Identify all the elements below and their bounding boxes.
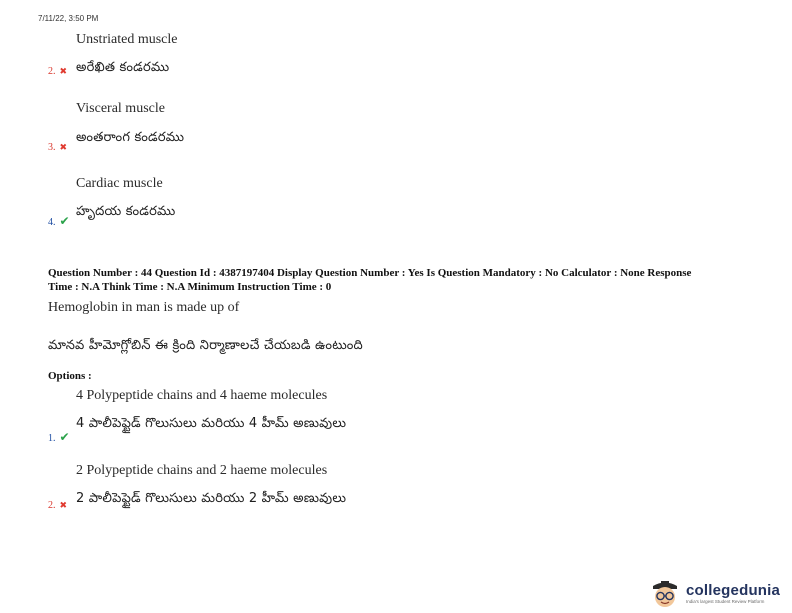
print-timestamp: 7/11/22, 3:50 PM (38, 14, 99, 23)
option-1-marker (48, 430, 70, 444)
collegedunia-logo (650, 580, 780, 608)
option-number: 1. (48, 433, 56, 444)
prev-option-2-telugu: అరేఖిత కండరము (76, 60, 170, 75)
option-2-english: 2 Polypeptide chains and 2 haeme molecules (76, 463, 328, 478)
check-icon: ✔ (59, 214, 70, 228)
prev-option-3-telugu: అంతరాంగ కండరము (76, 130, 185, 145)
cross-icon: ✖ (59, 67, 68, 77)
option-number: 2. (48, 66, 56, 77)
prev-option-4-english: Cardiac muscle (76, 176, 163, 191)
cross-icon: ✖ (59, 501, 68, 511)
prev-option-4-marker (48, 214, 70, 228)
question-meta-line2: Time : N.A Think Time : N.A Minimum Instruction Time : 0 (48, 281, 332, 293)
option-number: 3. (48, 142, 56, 153)
option-1-english: 4 Polypeptide chains and 4 haeme molecules (76, 388, 328, 403)
question-text-telugu: మానవ హీమోగ్లోబిన్ ఈ క్రింది నిర్మాణాలచే చేయబడి ఉంటుంది (48, 338, 363, 353)
option-number: 4. (48, 217, 56, 228)
brand-tagline: India's largest Student Review Platform (686, 599, 765, 605)
option-number: 2. (48, 500, 56, 511)
brand-name: collegedunia (686, 582, 781, 600)
prev-option-2-english: Unstriated muscle (76, 32, 178, 47)
question-meta-line1: Question Number : 44 Question Id : 4387197404 Display Question Number : Yes Is Question Mandatory : No Calculator : None Response (48, 267, 692, 279)
question-text-english: Hemoglobin in man is made up of (48, 300, 240, 315)
cross-icon: ✖ (59, 143, 68, 153)
prev-option-3-english: Visceral muscle (76, 101, 165, 116)
prev-option-2-marker (48, 66, 67, 77)
prev-option-4-telugu: హృదయ కండరము (76, 204, 176, 219)
prev-option-3-marker (48, 142, 67, 153)
option-2-telugu: 2 పాలీపెప్టైడ్ గొలుసులు మరియు 2 హీమ్ అణువులు (76, 491, 347, 506)
check-icon: ✔ (59, 430, 70, 444)
options-label: Options : (48, 370, 92, 382)
mascot-face-icon (650, 580, 680, 608)
option-1-telugu: 4 పాలీపెప్టైడ్ గొలుసులు మరియు 4 హీమ్ అణువులు (76, 416, 347, 431)
option-2-marker (48, 500, 67, 511)
